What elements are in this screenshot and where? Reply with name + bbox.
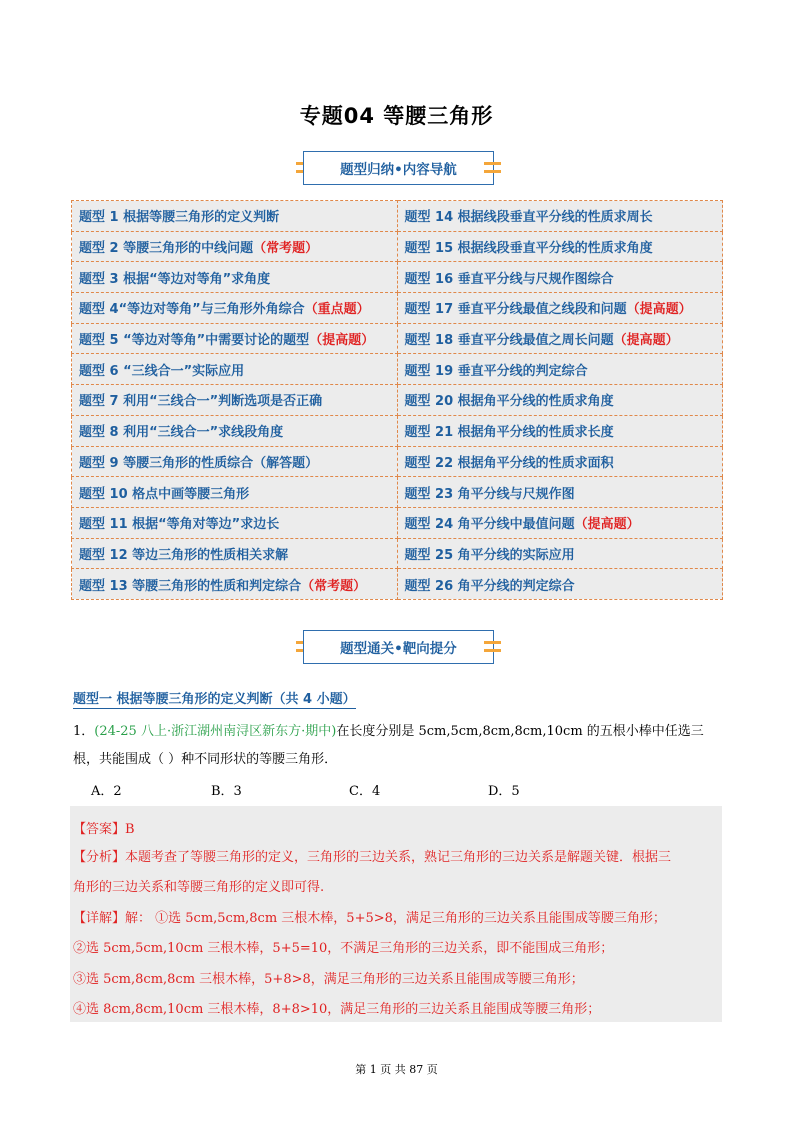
answer-line: ④选 8cm,8cm,10cm 三根木棒，8+8>10，满足三角形的三边关系且能围成等腰三角形； (73, 1002, 601, 1017)
toc-row (72, 569, 723, 600)
toc-item[interactable] (72, 446, 398, 477)
toc-item-label: 题型 5 “等边对等角”中需要讨论的题型 (79, 333, 310, 349)
toc-item[interactable] (397, 354, 723, 385)
toc-item-tag: （提高题） (574, 517, 640, 533)
toc-item[interactable] (397, 446, 723, 477)
page-title: 专题04 等腰三角形 (299, 104, 494, 128)
question-source: (24-25 八上·浙江湖州南浔区新东方·期中) (94, 724, 337, 739)
toc-item[interactable] (397, 231, 723, 262)
toc-item[interactable] (397, 201, 723, 232)
toc-item-label: 题型 1 根据等腰三角形的定义判断 (79, 210, 280, 226)
toc-row (72, 415, 723, 446)
answer-block (70, 806, 722, 1022)
answer-line: 【答案】B (73, 822, 135, 837)
toc-item-tag: （常考题） (253, 241, 319, 257)
option-c: C．4 (349, 784, 381, 799)
toc-item[interactable] (397, 262, 723, 293)
toc-row (72, 477, 723, 508)
toc-item[interactable] (72, 538, 398, 569)
toc-item[interactable] (397, 569, 723, 600)
toc-item-label: 题型 18 垂直平分线最值之周长问题 (404, 333, 614, 349)
toc-item[interactable] (72, 477, 398, 508)
banner-deco (484, 162, 501, 165)
toc-row (72, 293, 723, 324)
toc-item-label: 题型 8 利用“三线合一”求线段角度 (79, 425, 284, 441)
toc-item[interactable] (397, 323, 723, 354)
toc-item-label: 题型 10 格点中画等腰三角形 (79, 486, 250, 502)
toc-item-tag: （提高题） (613, 333, 679, 349)
toc-item[interactable] (72, 293, 398, 324)
toc-item[interactable] (397, 385, 723, 416)
page-footer: 第 1 页 共 87 页 (355, 1063, 438, 1076)
toc-item[interactable] (397, 507, 723, 538)
toc-banner (296, 151, 501, 185)
section-heading: 题型一 根据等腰三角形的定义判断（共 4 小题） (73, 688, 356, 709)
toc-row (72, 538, 723, 569)
question-number: 1． (73, 724, 95, 739)
toc-row (72, 262, 723, 293)
toc-item[interactable] (72, 201, 398, 232)
toc-item[interactable] (397, 293, 723, 324)
toc-item[interactable] (72, 415, 398, 446)
toc-item[interactable] (397, 538, 723, 569)
toc-item-label: 题型 24 角平分线中最值问题 (404, 517, 575, 533)
toc-item[interactable] (72, 385, 398, 416)
banner-deco (484, 649, 501, 652)
toc-item-label: 题型 15 根据线段垂直平分线的性质求角度 (404, 241, 653, 257)
toc-row (72, 385, 723, 416)
toc-row (72, 231, 723, 262)
toc-item-label: 题型 3 根据“等边对等角”求角度 (79, 271, 271, 287)
option-d: D．5 (488, 784, 520, 799)
toc-item-label: 题型 6 “三线合一”实际应用 (79, 363, 245, 379)
toc-item-label: 题型 22 根据角平分线的性质求面积 (404, 455, 614, 471)
option-a: A．2 (91, 784, 122, 799)
toc-item-label: 题型 14 根据线段垂直平分线的性质求周长 (404, 210, 653, 226)
toc-item-tag: （提高题） (309, 333, 375, 349)
toc-item-tag: （提高题） (626, 302, 692, 318)
toc-item[interactable] (72, 323, 398, 354)
toc-item[interactable] (397, 477, 723, 508)
toc-item[interactable] (72, 354, 398, 385)
option-b: B．3 (211, 784, 242, 799)
toc-item-label: 题型 11 根据“等角对等边”求边长 (79, 517, 280, 533)
toc-table (71, 200, 723, 600)
practice-banner (296, 630, 501, 664)
toc-row (72, 323, 723, 354)
banner-deco (484, 170, 501, 173)
answer-line: 角形的三边关系和等腰三角形的定义即可得. (73, 880, 325, 895)
toc-item-label: 题型 19 垂直平分线的判定综合 (404, 363, 588, 379)
answer-line: 【分析】本题考查了等腰三角形的定义，三角形的三边关系，熟记三角形的三边关系是解题关键．根据三 (73, 850, 672, 865)
question-text (73, 718, 725, 774)
toc-item[interactable] (397, 415, 723, 446)
toc-item-label: 题型 2 等腰三角形的中线问题 (79, 241, 254, 257)
toc-row (72, 507, 723, 538)
toc-item[interactable] (72, 507, 398, 538)
toc-item-label: 题型 20 根据角平分线的性质求角度 (404, 394, 614, 410)
toc-item-label: 题型 17 垂直平分线最值之线段和问题 (404, 302, 627, 318)
question-body: 在长度分别是 5cm,5cm,8cm,8cm,10cm 的五根小棒中任选三根，共能围成（ ）种不同形状的等腰三角形． (73, 724, 704, 767)
toc-row (72, 201, 723, 232)
toc-item-label: 题型 23 角平分线与尺规作图 (404, 486, 575, 502)
toc-item-label: 题型 7 利用“三线合一”判断选项是否正确 (79, 394, 323, 410)
toc-item[interactable] (72, 569, 398, 600)
toc-item-tag: （常考题） (301, 578, 367, 594)
toc-item-label: 题型 26 角平分线的判定综合 (404, 578, 575, 594)
answer-line: ②选 5cm,5cm,10cm 三根木棒，5+5=10，不满足三角形的三边关系，即不能围成三角形； (73, 941, 614, 956)
answer-line: 【详解】解： ①选 5cm,5cm,8cm 三根木棒，5+5>8，满足三角形的三边关系且能围成等腰三角形； (73, 911, 666, 926)
answer-line: ③选 5cm,8cm,8cm 三根木棒，5+8>8，满足三角形的三边关系且能围成等腰三角形； (73, 972, 584, 987)
toc-item-label: 题型 13 等腰三角形的性质和判定综合 (79, 578, 302, 594)
toc-item[interactable] (72, 262, 398, 293)
banner-label: 题型通关•靶向提分 (303, 630, 494, 664)
toc-item[interactable] (72, 231, 398, 262)
banner-label: 题型归纳•内容导航 (303, 151, 494, 185)
toc-row (72, 446, 723, 477)
banner-deco (484, 641, 501, 644)
toc-item-tag: （重点题） (304, 302, 370, 318)
toc-item-label: 题型 16 垂直平分线与尺规作图综合 (404, 271, 614, 287)
toc-item-label: 题型 9 等腰三角形的性质综合（解答题） (79, 455, 319, 471)
toc-item-label: 题型 25 角平分线的实际应用 (404, 547, 575, 563)
toc-item-label: 题型 4“等边对等角”与三角形外角综合 (79, 302, 305, 318)
toc-row (72, 354, 723, 385)
toc-item-label: 题型 12 等边三角形的性质相关求解 (79, 547, 289, 563)
toc-item-label: 题型 21 根据角平分线的性质求长度 (404, 425, 614, 441)
